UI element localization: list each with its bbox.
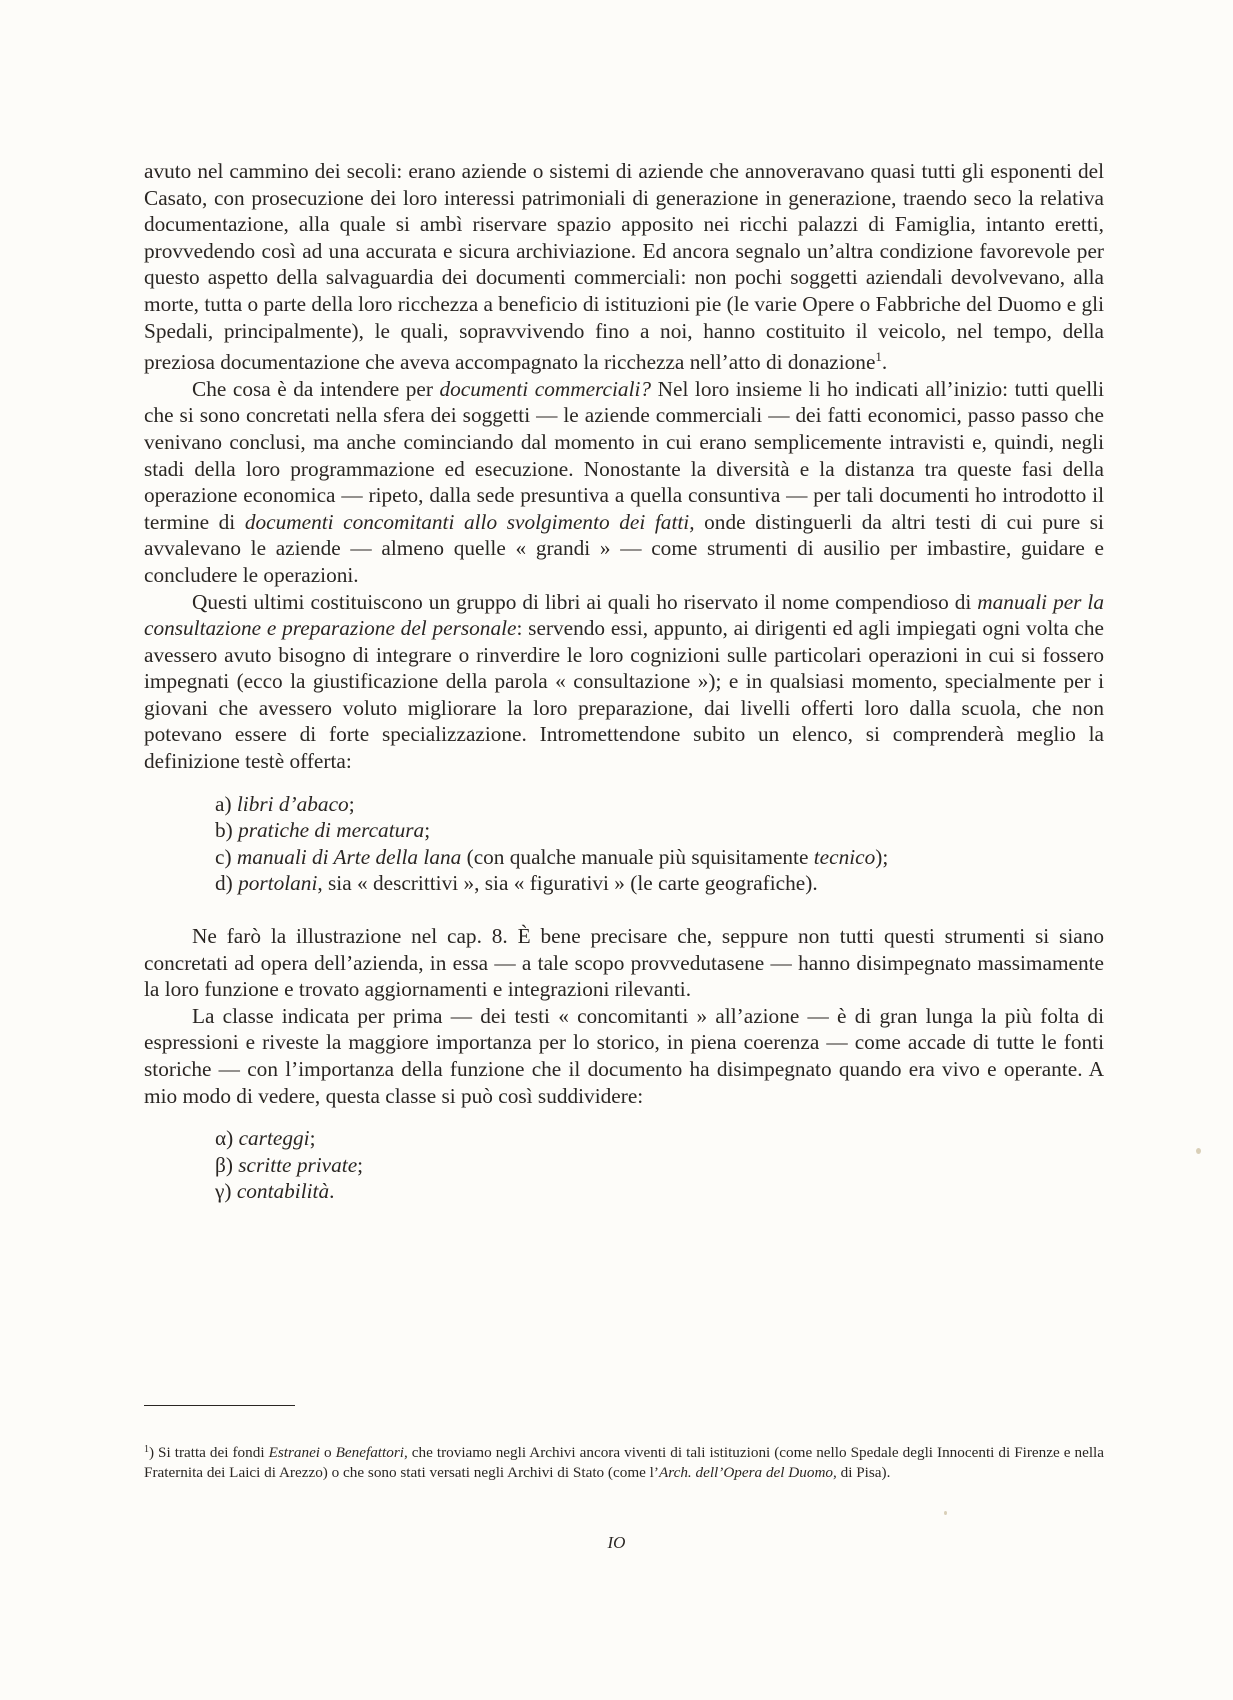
page-number: IO [607, 1533, 626, 1552]
list-item: a) libri d’abaco; [215, 791, 355, 816]
footnote-ref[interactable]: 1 [875, 349, 882, 365]
paper-speck [1196, 1148, 1201, 1154]
list-item: γ) contabilità. [215, 1179, 335, 1204]
paragraph-2: Che cosa è da intendere per documenti commerciali? Nel loro insieme li ho indicati all’inizio: tutti quelli che si sono concretati nella sfera dei soggetti — le aziende commerciali — dei fatti economici, passo passo che venivano conclusi, ma anche cominciando dal momento in cui erano semplicemente intravisti e, quindi, negli stadi della loro programmazione ed esecuzione. Nonostante la diversità e la distanza tra queste fasi della operazione economica — ripeto, dalla sede presuntiva a quella consuntiva — per tali documenti ho introdotto il termine di documenti concomitanti allo svolgimento dei fatti, onde distinguerli da altri testi di cui pure si avvalevano le aziende — almeno quelle « grandi » — come strumenti di ausilio per imbastire, guidare e concludere le operazioni. [144, 376, 1104, 587]
body-text [144, 158, 1104, 1205]
list-item: b) pratiche di mercatura; [215, 818, 431, 843]
paper-speck [944, 1511, 947, 1515]
list-item: d) portolani, sia « descrittivi », sia « figurativi » (le carte geografiche). [215, 871, 818, 896]
manual-types-list [215, 791, 1104, 897]
footnote: $^1$) Si tratta dei fondi Estranei o Benefattori, che troviamo negli Archivi ancora viventi di tali istituzioni (come nello Spedale degli Innocenti di Firenze e nella Fraternita dei Laici di Arezzo) o che sono stati versati negli Archivi di Stato (come l’Arch. dell’Opera del Duomo, di Pisa). [144, 1444, 1105, 1481]
paragraph-4: Ne farò la illustrazione nel cap. 8. È bene precisare che, seppure non tutti questi strumenti si siano concretati ad opera dell’azienda, in essa — a tale scopo provvedutasene — hanno disimpegnato massimamente la loro funzione e trovato aggiornamenti e integrazioni rilevanti. [144, 924, 1104, 1002]
list-item: α) carteggi; [215, 1126, 316, 1151]
list-item: c) manuali di Arte della lana (con qualche manuale più squisitamente tecnico); [215, 844, 889, 869]
list-item: β) scritte private; [215, 1152, 364, 1177]
document-classes-list [215, 1125, 1104, 1205]
footnote-mark: 1 [144, 1444, 149, 1455]
paragraph-3: Questi ultimi costituiscono un gruppo di libri ai quali ho riservato il nome compendioso di manuali per la consultazione e preparazione del personale: servendo essi, appunto, ai dirigenti ed agli impiegati ogni volta che avessero avuto bisogno di integrare o rinverdire le loro cognizioni sulle particolari operazioni in cui si fossero impegnati (ecco la giustificazione della parola « consultazione »); e in qualsiasi momento, specialmente per i giovani che avessero voluto migliorare la loro preparazione, dai livelli offerti loro dalla scuola, che non potevano essere di forte specializzazione. Intromettendone subito un elenco, si comprenderà meglio la definizione testè offerta: [144, 589, 1104, 774]
paragraph-1: avuto nel cammino dei secoli: erano aziende o sistemi di aziende che annoveravano quasi tutti gli esponenti del Casato, con prosecuzione dei loro interessi patrimoniali di generazione in generazione, traendo seco la relativa documentazione, alla quale si ambì riservare spazio apposito nei ricchi palazzi di Famiglia, intanto eretti, provvedendo così ad una accurata e sicura archiviazione. Ed ancora segnalo un’altra condizione favorevole per questo aspetto della salvaguardia dei documenti commerciali: non pochi soggetti aziendali devolvevano, alla morte, tutta o parte della loro ricchezza a beneficio di istituzioni pie (le varie Opere o Fabbriche del Duomo e gli Spedali, principalmente), le quali, sopravvivendo fino a noi, hanno costituito il veicolo, nel tempo, della preziosa documentazione che aveva accompagnato la ricchezza nell’atto di donazione$^1$. [144, 159, 1104, 375]
paragraph-5: La classe indicata per prima — dei testi « concomitanti » all’azione — è di gran lunga la più folta di espressioni e riveste la maggiore importanza per lo storico, in piena coerenza — come accade di tutte le fonti storiche — con l’importanza della funzione che il documento ha disimpegnato quando era vivo e operante. A mio modo di vedere, questa classe si può così suddividere: [144, 1003, 1104, 1108]
footnote-divider [144, 1405, 295, 1406]
